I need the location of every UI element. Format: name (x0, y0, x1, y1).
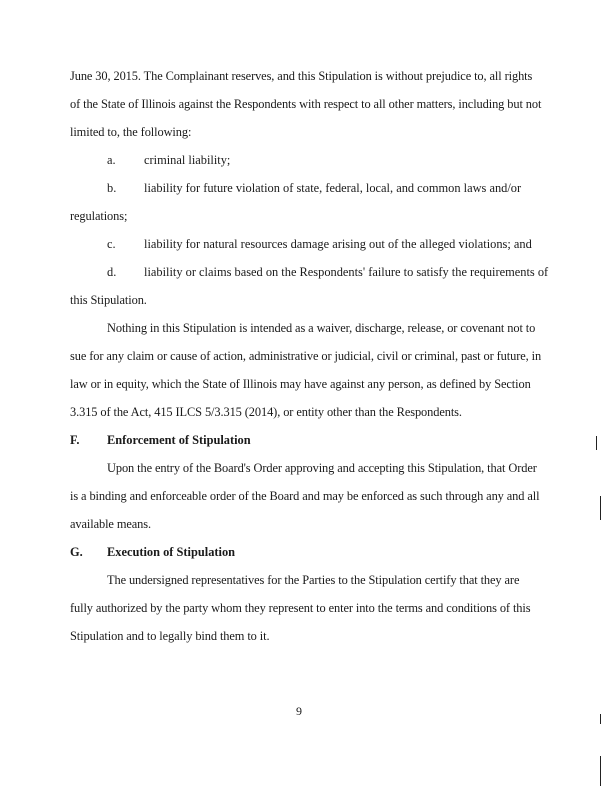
list-item-b-continuation: regulations; (70, 209, 128, 223)
list-letter-d: d. (107, 265, 117, 279)
paragraph-1-line: June 30, 2015. The Complainant reserves, and this Stipulation is without prejudice to, all rights (70, 69, 533, 83)
section-f-line: available means. (70, 517, 151, 531)
paragraph-2-line: Nothing in this Stipulation is intended as a waiver, discharge, release, or covenant not to (107, 321, 536, 335)
list-item-b: liability for future violation of state, federal, local, and common laws and/or (144, 181, 522, 195)
section-g-letter: G. (70, 545, 83, 559)
scan-mark (596, 436, 597, 450)
section-f-letter: F. (70, 433, 80, 447)
list-item-a: criminal liability; (144, 153, 231, 167)
list-item-d: liability or claims based on the Respondents' failure to satisfy the requirements of (144, 265, 549, 279)
page-number: 9 (296, 704, 302, 718)
section-g-title: Execution of Stipulation (107, 545, 236, 559)
list-item-c: liability for natural resources damage arising out of the alleged violations; and (144, 237, 532, 251)
paragraph-2-line: law or in equity, which the State of Illinois may have against any person, as defined by Section (70, 377, 531, 391)
list-letter-b: b. (107, 181, 117, 195)
section-g-line: The undersigned representatives for the Parties to the Stipulation certify that they are (107, 573, 520, 587)
scan-mark (600, 496, 601, 520)
section-f-line: is a binding and enforceable order of the Board and may be enforced as such through any and all (70, 489, 540, 503)
paragraph-2-line: 3.315 of the Act, 415 ILCS 5/3.315 (2014), or entity other than the Respondents. (70, 405, 462, 419)
section-f-line: Upon the entry of the Board's Order approving and accepting this Stipulation, that Order (107, 461, 537, 475)
list-letter-c: c. (107, 237, 116, 251)
list-letter-a: a. (107, 153, 116, 167)
section-g-line: Stipulation and to legally bind them to it. (70, 629, 270, 643)
scan-mark (600, 756, 601, 786)
section-f-title: Enforcement of Stipulation (107, 433, 251, 447)
section-g-line: fully authorized by the party whom they represent to enter into the terms and conditions of this (70, 601, 531, 615)
scan-mark (600, 714, 601, 724)
list-item-d-continuation: this Stipulation. (70, 293, 147, 307)
paragraph-1-line: of the State of Illinois against the Respondents with respect to all other matters, including but not (70, 97, 542, 111)
paragraph-2-line: sue for any claim or cause of action, administrative or judicial, civil or criminal, past or future, in (70, 349, 542, 363)
paragraph-1-line: limited to, the following: (70, 125, 192, 139)
